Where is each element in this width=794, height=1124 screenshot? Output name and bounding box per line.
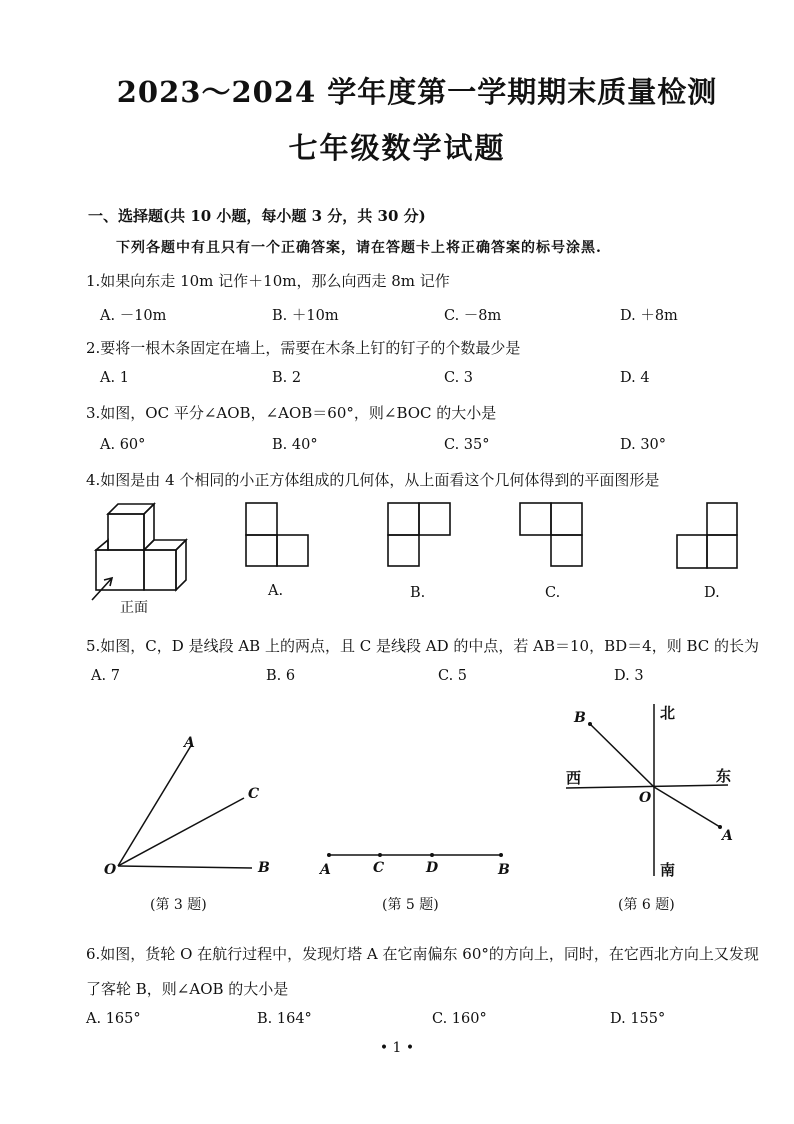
q3-option-b: B. 40° xyxy=(272,437,318,453)
fig5-label-c: C xyxy=(373,860,385,876)
q5-option-a: A. 7 xyxy=(91,668,120,684)
q4-option-a-figure xyxy=(244,501,310,567)
top-cube-side-face xyxy=(144,504,154,550)
q5-option-c: C. 5 xyxy=(438,668,468,684)
fig3-caption: (第 3 题) xyxy=(150,897,207,913)
point-b xyxy=(499,853,503,857)
top-cube-top-face xyxy=(108,504,154,514)
ray-ob xyxy=(590,724,654,787)
fig6-label-east: 东 xyxy=(716,767,732,785)
top-cube-front-face xyxy=(108,514,144,550)
ray-ob xyxy=(118,866,252,868)
fig5-label-a: A xyxy=(320,862,331,878)
fig3-label-c: C xyxy=(248,786,260,802)
fig5-segment-figure xyxy=(320,845,510,865)
front-cube-face xyxy=(96,550,144,590)
q4-option-d: D. xyxy=(704,585,720,601)
q6-option-c: C. 160° xyxy=(432,1011,487,1027)
question-3-stem: 3.如图，OC 平分∠AOB，∠AOB＝60°，则∠BOC 的大小是 xyxy=(86,404,497,422)
q4-option-b-figure xyxy=(386,501,452,567)
right-cube-front-face xyxy=(144,550,176,590)
exam-title: 2023～2024 学年度第一学期期末质量检测 xyxy=(116,75,718,109)
question-6-stem-line2: 了客轮 B，则∠AOB 的大小是 xyxy=(86,980,289,998)
fig5-label-b: B xyxy=(498,862,510,878)
ray-oc xyxy=(118,798,244,866)
q1-option-a: A. －10m xyxy=(100,308,167,324)
fig5-label-d: D xyxy=(426,860,439,876)
west-east-axis xyxy=(566,785,728,788)
q5-option-b: B. 6 xyxy=(266,668,296,684)
q3-option-c: C. 35° xyxy=(444,437,490,453)
exam-subtitle: 七年级数学试题 xyxy=(288,131,506,165)
q4-option-c: C. xyxy=(545,585,561,601)
point-a xyxy=(327,853,331,857)
ray-oa xyxy=(654,787,720,827)
question-2-stem: 2.要将一根木条固定在墙上，需要在木条上钉的钉子的个数最少是 xyxy=(86,339,521,357)
q5-option-d: D. 3 xyxy=(614,668,644,684)
fig3-label-b: B xyxy=(258,860,270,876)
q1-option-b: B. ＋10m xyxy=(272,308,339,324)
q1-option-c: C. －8m xyxy=(444,308,502,324)
point-d xyxy=(430,853,434,857)
fig6-label-south: 南 xyxy=(660,861,676,879)
q4-option-c-figure xyxy=(518,501,584,567)
fig5-caption: (第 5 题) xyxy=(382,897,439,913)
fig6-caption: (第 6 题) xyxy=(618,897,675,913)
front-arrow xyxy=(92,578,112,600)
right-cube-side-face xyxy=(176,540,186,590)
question-1-stem: 1.如果向东走 10m 记作＋10m，那么向西走 8m 记作 xyxy=(86,272,450,290)
q2-option-d: D. 4 xyxy=(620,370,650,386)
fig6-label-west: 西 xyxy=(566,769,582,787)
q1-option-d: D. ＋8m xyxy=(620,308,678,324)
point-c xyxy=(378,853,382,857)
q6-option-b: B. 164° xyxy=(257,1011,312,1027)
fig6-label-a: A xyxy=(722,828,733,844)
q2-option-a: A. 1 xyxy=(100,370,129,386)
section-instruction: 下列各题中有且只有一个正确答案，请在答题卡上将正确答案的标号涂黑. xyxy=(116,240,602,256)
fig6-label-north: 北 xyxy=(660,704,676,722)
q2-option-c: C. 3 xyxy=(444,370,474,386)
q4-option-d-figure xyxy=(676,501,742,571)
fig3-label-a: A xyxy=(184,735,195,751)
right-cube-top-face xyxy=(144,540,186,550)
question-4-stem: 4.如图是由 4 个相同的小正方体组成的几何体，从上面看这个几何体得到的平面图形是 xyxy=(86,471,660,489)
q3-option-a: A. 60° xyxy=(100,437,146,453)
q6-option-d: D. 155° xyxy=(610,1011,666,1027)
fig6-compass-figure xyxy=(560,700,750,880)
q4-front-label: 正面 xyxy=(120,600,148,616)
fig3-angle-figure xyxy=(100,730,280,890)
q4-option-b: B. xyxy=(410,585,426,601)
ray-oa xyxy=(118,744,192,866)
fig6-label-b: B xyxy=(574,710,586,726)
q6-option-a: A. 165° xyxy=(86,1011,141,1027)
fig3-label-o: O xyxy=(104,862,117,878)
q2-option-b: B. 2 xyxy=(272,370,302,386)
page-number: • 1 • xyxy=(379,1040,415,1056)
section-heading: 一、选择题(共 10 小题，每小题 3 分，共 30 分) xyxy=(88,207,426,225)
q4-option-a: A. xyxy=(268,583,284,599)
question-5-stem: 5.如图，C，D 是线段 AB 上的两点，且 C 是线段 AD 的中点，若 AB＝10，BD＝4，则 BC 的长为 xyxy=(86,637,760,655)
question-6-stem-line1: 6.如图，货轮 O 在航行过程中，发现灯塔 A 在它南偏东 60°的方向上，同时，在它西北方向上又发现 xyxy=(86,945,759,963)
fig6-label-o: O xyxy=(639,790,652,806)
point-b xyxy=(588,722,592,726)
q3-option-d: D. 30° xyxy=(620,437,667,453)
